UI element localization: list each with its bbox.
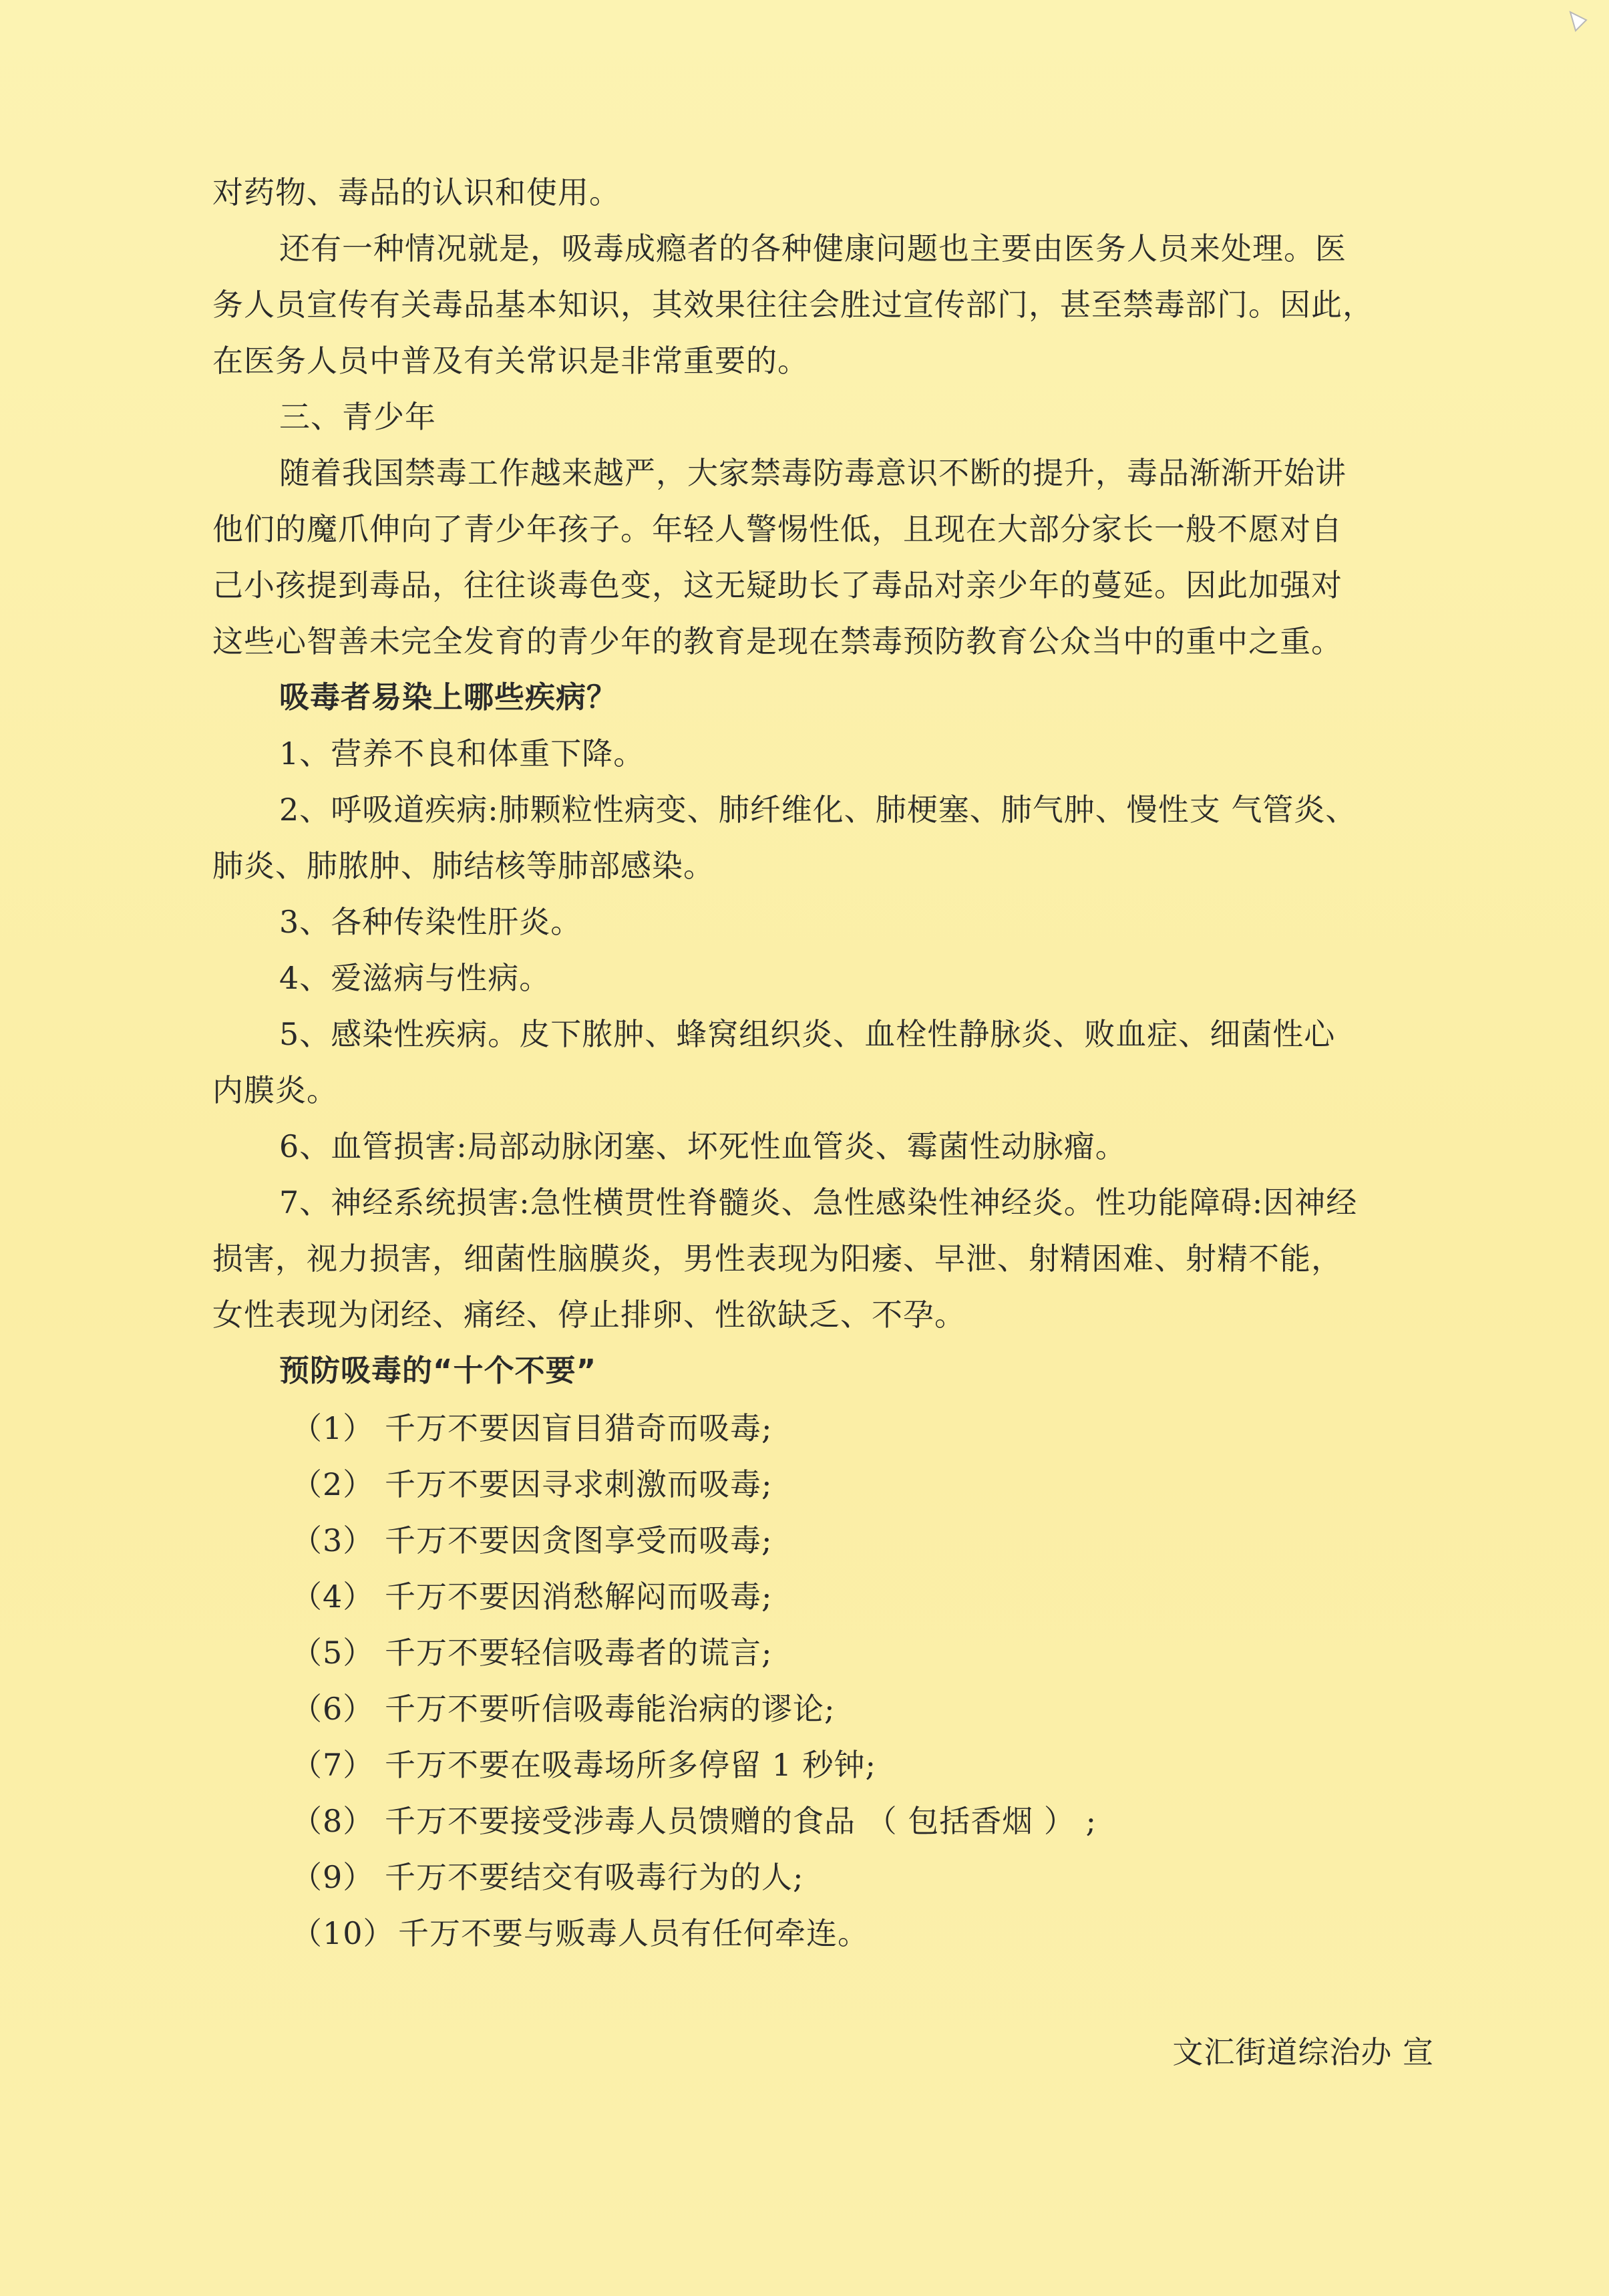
disease-item-5-line-2: 内膜炎。 (212, 1072, 338, 1108)
disease-item-2-line-1: 2、呼吸道疾病:肺颗粒性病变、肺纤维化、肺梗塞、肺气肿、慢性支 气管炎、 (279, 792, 1357, 828)
dont-item-number: （2） (291, 1466, 375, 1502)
dont-item-number: （10） (291, 1915, 395, 1951)
page-corner-fold (1566, 9, 1590, 33)
dont-item-text: 千万不要在吸毒场所多停留 1 秒钟; (385, 1747, 877, 1783)
dont-item (291, 1689, 836, 1729)
section-three-line-2: 他们的魔爪伸向了青少年孩子。年轻人警惕性低，且现在大部分家长一般不愿对自 (212, 511, 1343, 547)
dont-item-number: （5） (291, 1635, 375, 1671)
disease-item-2-line-2: 肺炎、肺脓肿、肺结核等肺部感染。 (212, 848, 715, 884)
disease-item-4: 4、爱滋病与性病。 (279, 960, 551, 996)
diseases-heading: 吸毒者易染上哪些疾病？ (279, 679, 618, 715)
disease-item-1: 1、营养不良和体重下降。 (279, 735, 645, 772)
dont-item (291, 1745, 876, 1785)
dont-item-text: 千万不要轻信吸毒者的谎言; (385, 1635, 773, 1671)
dont-item-number: （3） (291, 1522, 375, 1559)
dont-item-text: 千万不要因贪图享受而吸毒; (385, 1522, 773, 1559)
dont-item (291, 1857, 804, 1897)
dont-item (291, 1520, 773, 1561)
dont-item (291, 1633, 773, 1673)
dont-item-text: 千万不要因消愁解闷而吸毒; (385, 1579, 773, 1615)
ten-donts-heading: 预防吸毒的“十个不要” (279, 1353, 597, 1388)
dont-item-text: 千万不要接受涉毒人员馈赠的食品 （ 包括香烟 ） ; (385, 1803, 1097, 1839)
section-three-line-1: 随着我国禁毒工作越来越严，大家禁毒防毒意识不断的提升，毒品渐渐开始讲 (279, 455, 1347, 491)
dont-item-text: 千万不要因寻求刺激而吸毒; (385, 1466, 773, 1502)
dont-item-number: （9） (291, 1859, 375, 1895)
dont-item (291, 1577, 773, 1617)
dont-item-text: 千万不要听信吸毒能治病的谬论; (385, 1691, 836, 1727)
dont-item-text: 千万不要结交有吸毒行为的人; (385, 1859, 804, 1895)
disease-item-5-line-1: 5、感染性疾病。皮下脓肿、蜂窝组织炎、血栓性静脉炎、败血症、细菌性心 (279, 1016, 1336, 1052)
dont-item-number: （1） (291, 1410, 375, 1446)
dont-item-text: 千万不要与贩毒人员有任何牵连。 (398, 1915, 869, 1951)
disease-item-7-line-2: 损害，视力损害，细菌性脑膜炎，男性表现为阳痿、早泄、射精困难、射精不能， (212, 1241, 1343, 1277)
dont-item (291, 1464, 773, 1504)
intro-paragraph-tail: 对药物、毒品的认识和使用。 (212, 174, 620, 210)
dont-item-text: 千万不要因盲目猎奇而吸毒; (385, 1410, 773, 1446)
disease-item-7-line-3: 女性表现为闭经、痛经、停止排卵、性欲缺乏、不孕。 (212, 1297, 966, 1333)
signature: 文汇街道综治办 宣 (1172, 2034, 1434, 2070)
section-three-line-4: 这些心智善未完全发育的青少年的教育是现在禁毒预防教育公众当中的重中之重。 (212, 623, 1343, 659)
section-three-heading: 三、青少年 (279, 399, 436, 435)
section-three-line-3: 己小孩提到毒品，往往谈毒色变，这无疑助长了毒品对亲少年的蔓延。因此加强对 (212, 567, 1343, 603)
dont-item (291, 1913, 869, 1953)
medical-paragraph-line-1: 还有一种情况就是，吸毒成瘾者的各种健康问题也主要由医务人员来处理。医 (279, 230, 1347, 267)
dont-item-number: （7） (291, 1747, 375, 1783)
medical-paragraph-line-3: 在医务人员中普及有关常识是非常重要的。 (212, 343, 809, 379)
medical-paragraph-line-2: 务人员宣传有关毒品基本知识，其效果往往会胜过宣传部门，甚至禁毒部门。因此， (212, 287, 1374, 323)
dont-item-number: （6） (291, 1691, 375, 1727)
dont-item-number: （4） (291, 1579, 375, 1615)
dont-item-number: （8） (291, 1803, 375, 1839)
dont-item (291, 1408, 773, 1448)
disease-item-7-line-1: 7、神经系统损害:急性横贯性脊髓炎、急性感染性神经炎。性功能障碍:因神经 (279, 1184, 1358, 1220)
dont-item (291, 1801, 1097, 1841)
disease-item-6: 6、血管损害:局部动脉闭塞、坏死性血管炎、霉菌性动脉瘤。 (279, 1128, 1127, 1164)
disease-item-3: 3、各种传染性肝炎。 (279, 904, 582, 940)
